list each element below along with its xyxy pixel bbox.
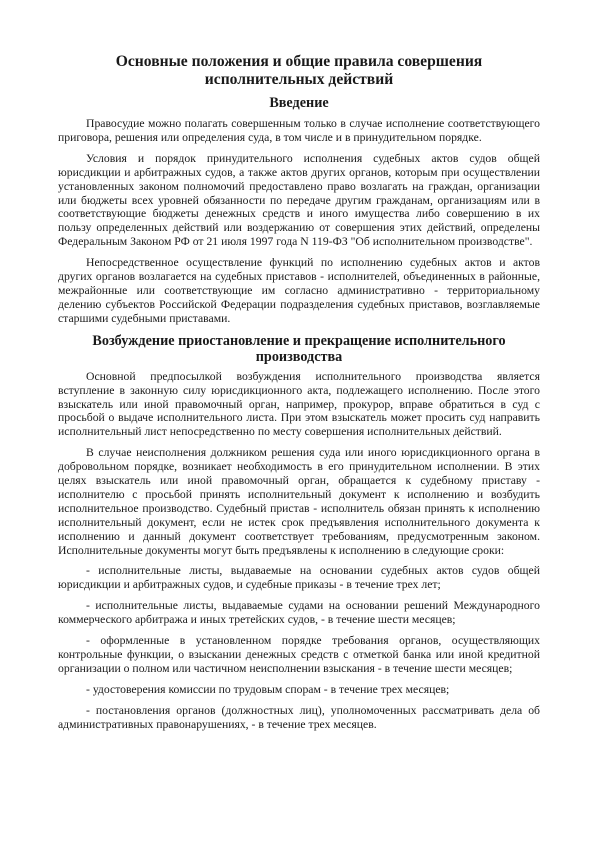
list-item: - исполнительные листы, выдаваемые судами на основании решений Международного коммерческого арбитража и иных третейских судов, - в течение шести месяцев; bbox=[58, 599, 540, 627]
list-item: - постановления органов (должностных лиц), уполномоченных рассматривать дела об административных правонарушениях, - в течение трех месяцев. bbox=[58, 703, 540, 731]
list-item: - удостоверения комиссии по трудовым спорам - в течение трех месяцев; bbox=[86, 682, 450, 696]
paragraph: В случае неисполнения должником решения суда или иного юрисдикционного органа в добровольном порядке, возникает необходимость в его принудительном исполнении. В этих целях взыскатель или иной правомочный орган, обращается к судебному приставу - исполнителю с просьбой принять исполнительный документ к исполнению и возбудить исполнительное производство. Судебный пристав - исполнитель обязан принять к исполнению исполнительный документ, если не истек срок предъявления исполнительного документа к исполнению и данный документ соответствует требованиям, предусмотренным законом. Исполнительные документы могут быть предъявлены к исполнению в следующие сроки: bbox=[58, 446, 540, 557]
paragraph: Основной предпосылкой возбуждения исполнительного производства является вступление в законную силу юрисдикционного акта, подлежащего исполнению. После этого взыскатель или иной правомочный орган, например, прокурор, вправе обратиться в суд с просьбой о выдаче исполнительного листа. При этом взыскатель может просить суд направить исполнительный лист непосредственно по месту совершения исполнительных действий. bbox=[58, 369, 540, 439]
list-item: - исполнительные листы, выдаваемые на основании судебных актов судов общей юрисдикции и арбитражных судов, и судебные приказы - в течение трех лет; bbox=[58, 564, 540, 592]
paragraph: Условия и порядок принудительного исполнения судебных актов судов общей юрисдикции и арбитражных судов, а также актов других органов, которым при осуществлении установленных законом полномочий предоставлено право возлагать на граждан, организации или бюджеты всех уровней обязанности по передаче другим гражданам, организациям или в соответствующие бюджеты денежных средств и иного имущества либо совершению в их пользу определенных действий или воздержанию от совершения этих действий, определены Федеральным Законом РФ от 21 июля 1997 года N 119-ФЗ "Об исполнительном производстве". bbox=[58, 151, 540, 249]
section-heading-initiation: Возбуждение приостановление и прекращение исполнительного производства bbox=[92, 332, 506, 365]
section-heading-intro: Введение bbox=[269, 95, 329, 111]
list-item: - оформленные в установленном порядке требования органов, осуществляющих контрольные функции, о взыскании денежных средств с отметкой банка или иной кредитной организации о полном или частичном неисполнении взыскания - в течение шести месяцев; bbox=[58, 634, 540, 675]
paragraph: Правосудие можно полагать совершенным только в случае исполнение соответствующего приговора, решения или определения суда, в том числе и в принудительном порядке. bbox=[58, 117, 540, 144]
document-title: Основные положения и общие правила совершения исполнительных действий bbox=[115, 53, 483, 88]
paragraph: Непосредственное осуществление функций по исполнению судебных актов и актов других органов возлагается на судебных приставов - исполнителей, объединенных в районные, межрайонные или соответствующие им согласно административно - территориальному делению субъектов Российской Федерации подразделения судебных приставов, возглавляемые старшими судебными приставами. bbox=[58, 256, 540, 325]
